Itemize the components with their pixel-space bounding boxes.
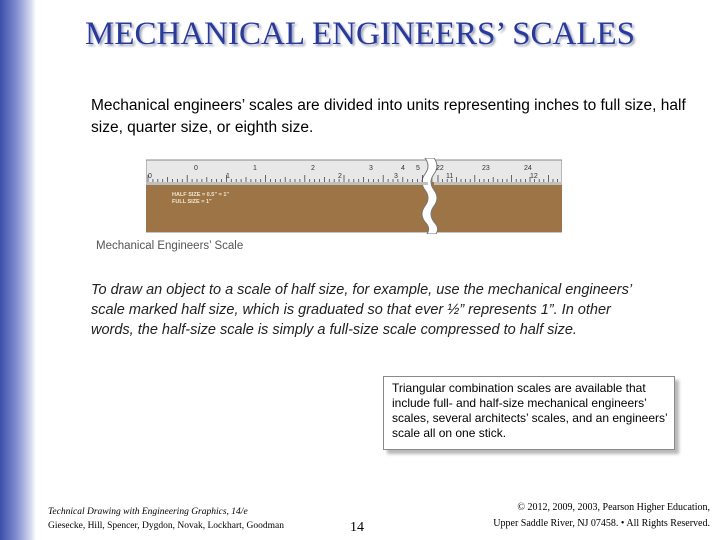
- callout-box: Triangular combination scales are available that include full- and half-size mechanical engineers’ scales, several architects’ scales, and an engineers’ scale all on one stick.: [383, 376, 675, 450]
- slide-title: MECHANICAL ENGINEERS’ SCALES: [85, 16, 635, 52]
- footer-book-title: Technical Drawing with Engineering Graphics, 14/e: [48, 507, 248, 517]
- upper-num-4: 4: [401, 165, 405, 172]
- copyright-line-1: © 2012, 2009, 2003, Pearson Higher Education,: [517, 502, 710, 513]
- copyright-line-2: Upper Saddle River, NJ 07458. • All Rights Reserved.: [493, 518, 710, 529]
- upper-num-1: 1: [253, 165, 257, 172]
- half-size-label: HALF SIZE = 0.5” = 1”: [172, 192, 230, 198]
- footer-book-info: [48, 505, 284, 533]
- upper-num-23: 23: [482, 165, 490, 172]
- slide-left-accent-bar: [0, 0, 36, 540]
- upper-num-0: 0: [194, 165, 198, 172]
- intro-paragraph: Mechanical engineers’ scales are divided into units representing inches to full size, half size, quarter size, or eighth size.: [91, 97, 686, 136]
- upper-num-24: 24: [524, 165, 532, 172]
- lower-num-1: 1: [226, 173, 230, 180]
- full-size-label: FULL SIZE = 1”: [172, 199, 212, 205]
- lower-num-11: 11: [446, 173, 454, 180]
- upper-num-3: 3: [369, 165, 373, 172]
- footer-authors: Giesecke, Hill, Spencer, Dygdon, Novak, Lockhart, Goodman: [48, 521, 285, 531]
- mechanical-scale-illustration: [146, 158, 562, 234]
- lower-num-0: 0: [148, 173, 152, 180]
- upper-num-5: 5: [416, 165, 420, 172]
- lower-num-3: 3: [394, 173, 398, 180]
- explanation-paragraph: To draw an object to a scale of half size, for example, use the mechanical engineers’ scale marked half size, which is graduated so that ever ½” represents 1”. In other words, the half-size scale is simply a full-size scale compressed to half size.: [91, 282, 632, 338]
- upper-num-2: 2: [311, 165, 315, 172]
- figure-caption: Mechanical Engineers’ Scale: [96, 240, 244, 252]
- footer-copyright: [470, 500, 710, 532]
- lower-num-12: 12: [530, 173, 538, 180]
- lower-num-2: 2: [338, 173, 342, 180]
- page-number: 14: [350, 520, 364, 535]
- upper-num-22: 22: [436, 165, 444, 172]
